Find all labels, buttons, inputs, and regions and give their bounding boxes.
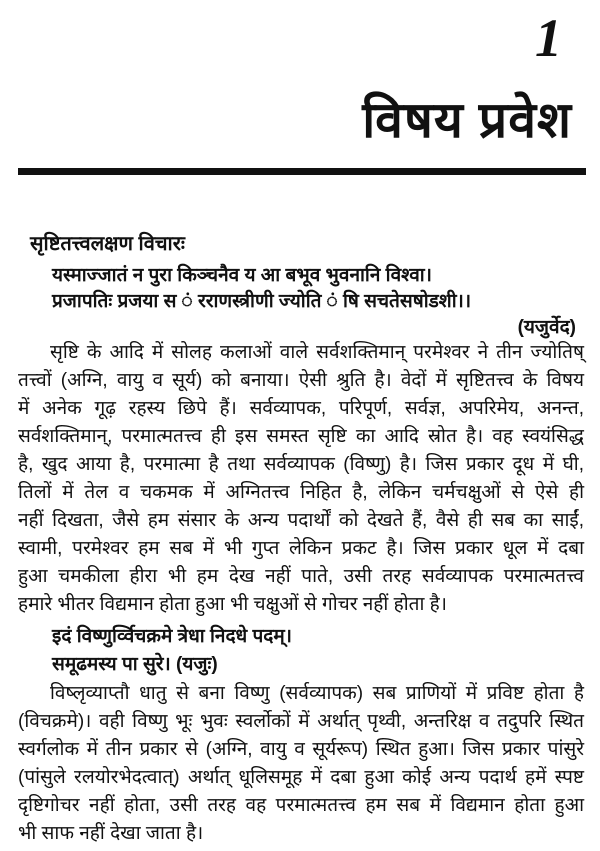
text-line: स्वामी, परमेश्वर हम सब में भी गुप्त लेकिन प्रकट है। जिस प्रकार धूल में दबा — [18, 538, 584, 559]
text-line: (विचक्रमे)। वही विष्णु भूः भुवः स्वर्लोकों में अर्थात् पृथ्वी, अन्तरिक्ष व तदुपरि स्थित — [18, 711, 584, 732]
chapter-number: 1 — [535, 8, 562, 68]
verse-line: समूढमस्य पा सुरे। (यजुः) — [52, 654, 218, 675]
text-line: नहीं दिखता, जैसे हम संसार के अन्य पदार्थों को देखते हैं, वैसे ही सब का साईं, — [18, 510, 584, 531]
text-line: सृष्टि के आदि में सोलह कलाओं वाले सर्वशक्तिमान् परमेश्वर ने तीन ज्योतिष् — [50, 342, 584, 363]
text-line: (पांसुले रलयोरभेदत्वात्) अर्थात् धूलिसमूह में दबा हुआ कोई अन्य पदार्थ हमें स्पष्ट — [18, 767, 584, 788]
verse-line: यस्माज्जातं न पुरा किञ्चनैव य आ बभूव भुवनानि विश्वा। — [52, 265, 432, 286]
text-line: तिलों में तेल व चकमक में अग्नितत्त्व निहित है, लेकिन चर्मचक्षुओं से ऐसे ही — [18, 482, 584, 503]
text-line: तत्त्वों (अग्नि, वायु व सूर्य) को बनाया। ऐसी श्रुति है। वेदों में सृष्टितत्त्व के विषय — [18, 370, 584, 391]
verse-source: (यजुर्वेद) — [517, 317, 576, 338]
title-underline-divider — [18, 168, 586, 175]
text-line: विष्लृव्याप्तौ धातु से बना विष्णु (सर्वव्यापक) सब प्राणियों में प्रविष्ट होता है — [50, 683, 584, 704]
text-line: में अनेक गूढ़ रहस्य छिपे हैं। सर्वव्यापक, परिपूर्ण, सर्वज्ञ, अपरिमेय, अनन्त, — [18, 398, 584, 419]
text-line: भी साफ नहीं देखा जाता है। — [18, 823, 204, 844]
text-line: सर्वशक्तिमान्, परमात्मतत्त्व ही इस समस्त सृष्टि का आदि स्रोत है। वह स्वयंसिद्ध — [18, 426, 584, 447]
verse-line: प्रजापतिः प्रजया स ं रराणस्त्रीणी ज्योति ं षि सचतेसषोडशी।। — [52, 291, 472, 312]
verse-line: इदं विष्णुर्व्विचक्रमे त्रेधा निदधे पदम्। — [52, 626, 292, 647]
section-heading: सृष्टितत्त्वलक्षण विचारः — [30, 233, 185, 255]
text-line: स्वर्गलोक में तीन प्रकार से (अग्नि, वायु व सूर्यरूप) स्थित हुआ। जिस प्रकार पांसुरे — [18, 739, 584, 760]
text-line: हुआ चमकीला हीरा भी हम देख नहीं पाते, उसी तरह सर्वव्यापक परमात्मतत्त्व — [18, 566, 584, 587]
text-line: है, खुद आया है, परमात्मा है तथा सर्वव्यापक (विष्णु) है। जिस प्रकार दूध में घी, — [18, 454, 584, 475]
chapter-title: विषय प्रवेश — [362, 92, 572, 148]
text-line: दृष्टिगोचर नहीं होता, उसी तरह वह परमात्मतत्त्व हम सब में विद्यमान होता हुआ — [18, 795, 584, 816]
text-line: हमारे भीतर विद्यमान होता हुआ भी चक्षुओं से गोचर नहीं होता है। — [18, 594, 447, 615]
